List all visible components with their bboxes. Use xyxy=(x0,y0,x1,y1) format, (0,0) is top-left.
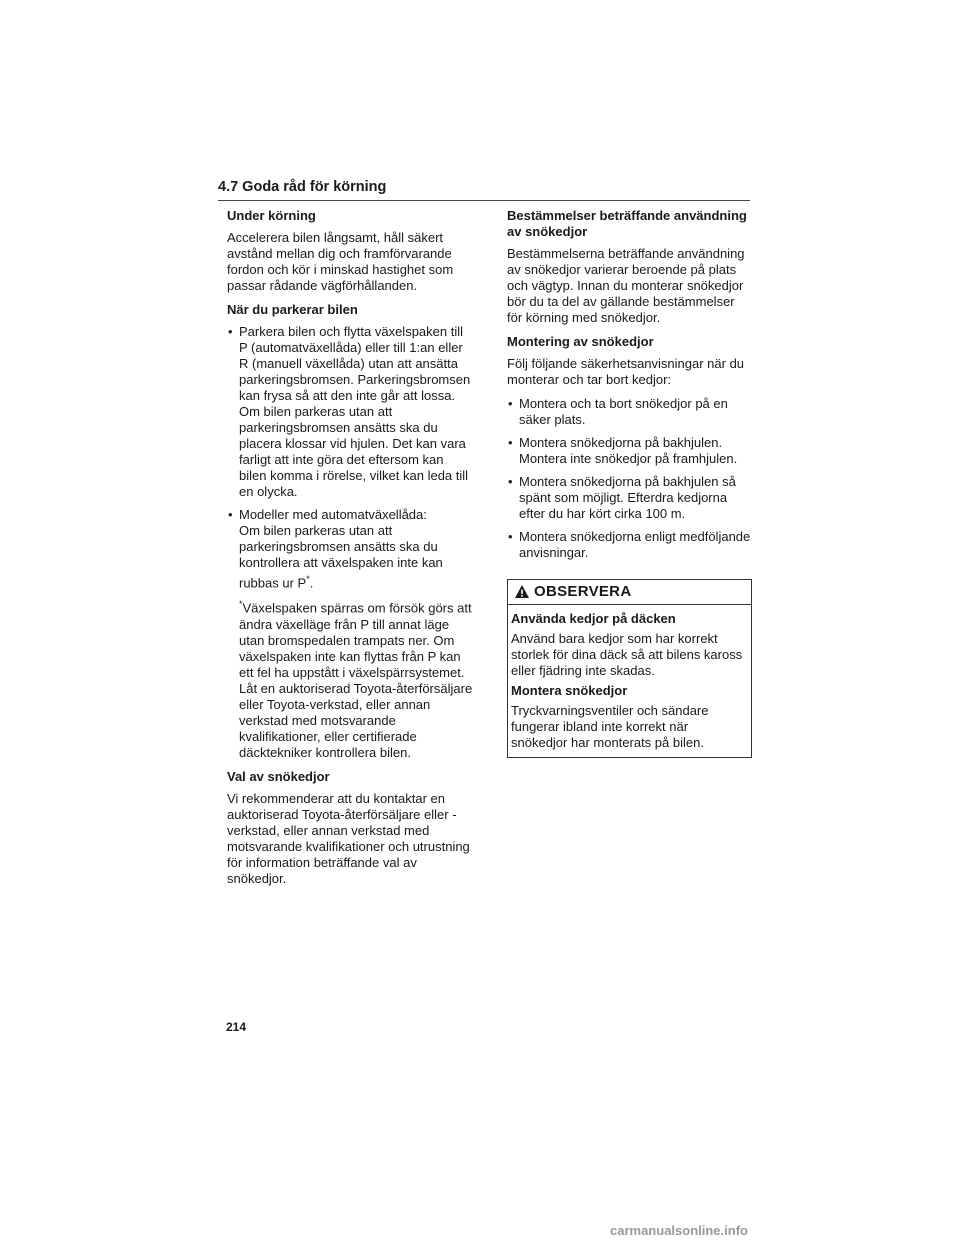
footnote-mark: * xyxy=(306,574,310,584)
list-item xyxy=(507,396,753,428)
watermark: carmanualsonline.info xyxy=(610,1223,748,1238)
parking-list xyxy=(227,324,473,761)
notice-heading-2: Montera snökedjor xyxy=(511,683,628,698)
list-item xyxy=(507,529,753,561)
automatic-text-body: Om bilen parkeras utan att parkeringsbromsen ansätts ska du kontrollera att växelspaken inte kan rubbas ur P xyxy=(239,523,443,591)
warning-icon xyxy=(514,584,530,600)
page-number: 214 xyxy=(226,1020,247,1034)
automatic-text-end: . xyxy=(309,575,314,591)
mounting-list xyxy=(507,396,753,561)
notice-header xyxy=(508,580,751,605)
notice-body xyxy=(508,605,751,757)
heading-regulations: Bestämmelser beträffande användning av snökedjor xyxy=(507,208,747,239)
paragraph-driving: Accelerera bilen långsamt, håll säkert avstånd mellan dig och framförvarande fordon och kör i minskad hastighet som passar rådande vägförhållanden. xyxy=(227,230,454,293)
list-item-text: Montera snökedjorna på bakhjulen. Montera inte snökedjor på framhjulen. xyxy=(519,435,738,466)
paragraph-choice: Vi rekommenderar att du kontaktar en auktoriserad Toyota-återförsäljare eller -verkstad, eller annan verkstad med motsvarande kvalifikationer och utrustning för information beträffande val av snökedjor. xyxy=(227,790,470,886)
automatic-text xyxy=(239,523,473,591)
list-item xyxy=(507,474,753,522)
heading-parking: När du parkerar bilen xyxy=(227,302,358,317)
right-column xyxy=(507,208,753,758)
automatic-lead: • Modeller med automatväxellåda: xyxy=(239,507,427,522)
notice-text-2: Tryckvarningsventiler och sändare fungerar ibland inte korrekt när snökedjor har monterats på bilen. xyxy=(511,703,709,750)
list-item xyxy=(227,324,473,500)
section-header xyxy=(218,178,750,201)
heading-mounting: Montering av snökedjor xyxy=(507,334,654,349)
section-title: 4.7 Goda råd för körning xyxy=(218,179,387,195)
list-item-text: Montera snökedjorna enligt medföljande anvisningar. xyxy=(519,529,751,560)
paragraph-regulations: Bestämmelserna beträffande användning av snökedjor varierar beroende på plats och vägtyp. Innan du monterar snökedjor bör du ta del av gällande bestämmelser för körning med snökedjor. xyxy=(507,246,745,325)
notice-heading-1: Använda kedjor på däcken xyxy=(511,611,676,626)
footnote-text: Växelspaken spärras om försök görs att ändra växelläge från P till annat läge utan bromspedalen trampats ner. Om växelspaken inte kan flyttas från P kan ett fel ha uppstått i växelspärrsystemet. Låt en auktoriserad Toyota-återförsäljare eller Toyota-verkstad, eller annan verkstad med motsvarande kvalifikationer, eller certifierade däcktekniker kontrollera bilen. xyxy=(239,600,473,760)
list-item-text: Montera snökedjorna på bakhjulen så spänt som möjligt. Efterdra kedjorna efter du har kört cirka 100 m. xyxy=(519,474,736,521)
footnote-mark-2: * xyxy=(239,599,243,610)
footnote xyxy=(239,596,473,760)
paragraph-mounting: Följ följande säkerhetsanvisningar när du monterar och tar bort kedjor: xyxy=(507,356,745,387)
notice-box xyxy=(507,579,752,758)
list-item xyxy=(507,435,753,467)
list-item xyxy=(227,507,473,761)
left-column xyxy=(227,208,473,895)
parking-bullet-text: Parkera bilen och flytta växelspaken till P (automatväxellåda) eller till 1:an eller R (manuell växellåda) utan att ansätta parkeringsbromsen. Parkeringsbromsen kan frysa så att den inte går att lossa. Om bilen parkeras utan att parkeringsbromsen ansätts ska du placera klossar vid hjulen. Det kan vara farligt att inte göra det eftersom kan bilen komma i rörelse, vilket kan leda till en olycka. xyxy=(239,324,471,499)
notice-text-1: Använd bara kedjor som har korrekt storlek för dina däck så att bilens kaross eller fjädring inte skadas. xyxy=(511,631,743,678)
list-item-text: Montera och ta bort snökedjor på en säker plats. xyxy=(519,396,728,427)
heading-choice-snow-chains: Val av snökedjor xyxy=(227,768,330,784)
heading-under-korning: Under körning xyxy=(227,208,316,223)
notice-title: OBSERVERA xyxy=(534,583,632,600)
